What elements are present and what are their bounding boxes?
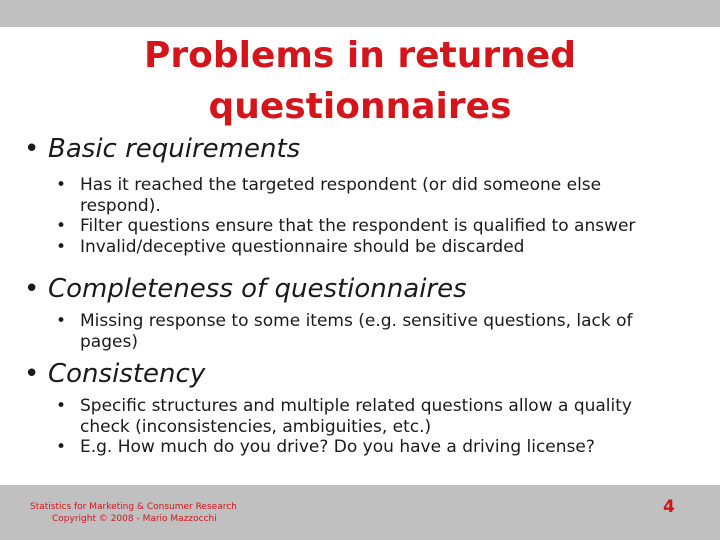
list-item: [56, 175, 684, 216]
section-heading: Basic requirements: [48, 134, 301, 164]
footer: [0, 485, 720, 540]
bullet-icon: •: [24, 274, 40, 304]
bullet-icon: •: [56, 175, 67, 195]
title-line-1: Problems in returned: [144, 35, 576, 76]
section-heading: Completeness of questionnaires: [48, 274, 467, 304]
list-item: [56, 311, 684, 352]
footer-copyright: Copyright © 2008 - Mario Mazzocchi: [52, 514, 217, 524]
bullet-icon: •: [56, 311, 67, 331]
list-item: [56, 396, 684, 437]
list-item: [56, 216, 684, 237]
section-basic-requirements: [24, 134, 300, 164]
bullet-icon: •: [24, 359, 40, 389]
section-consistency: [24, 359, 205, 389]
slide-title: [0, 30, 720, 132]
slide: [0, 27, 720, 485]
bullet-icon: •: [56, 396, 67, 416]
list-item-text: Filter questions ensure that the respondent is qualified to answer: [80, 216, 636, 236]
list-item-text: Specific structures and multiple related questions allow a quality check (inconsistencies, ambiguities, etc.): [80, 396, 632, 437]
bullet-icon: •: [24, 134, 40, 164]
list-item-text: Invalid/deceptive questionnaire should be discarded: [80, 236, 525, 257]
footer-course-title: Statistics for Marketing & Consumer Research: [30, 502, 237, 512]
list-item-text: Missing response to some items (e.g. sensitive questions, lack of pages): [80, 311, 633, 352]
bullet-icon: •: [56, 216, 67, 236]
section-completeness: [24, 274, 467, 304]
bullet-icon: •: [56, 236, 67, 257]
section-heading: Consistency: [48, 359, 206, 389]
list-item: [56, 237, 684, 258]
bullet-icon: •: [56, 437, 67, 457]
section-completeness-list: [56, 311, 684, 352]
section-consistency-list: [56, 396, 684, 458]
section-basic-requirements-list: [56, 175, 684, 257]
page-number: 4: [663, 497, 675, 517]
list-item-text: Has it reached the targeted respondent (or did someone else respond).: [80, 175, 602, 216]
list-item: [56, 437, 684, 458]
title-line-2: questionnaires: [208, 86, 512, 127]
list-item-text: E.g. How much do you drive? Do you have a driving license?: [80, 437, 595, 457]
footer-credits: [30, 501, 237, 525]
